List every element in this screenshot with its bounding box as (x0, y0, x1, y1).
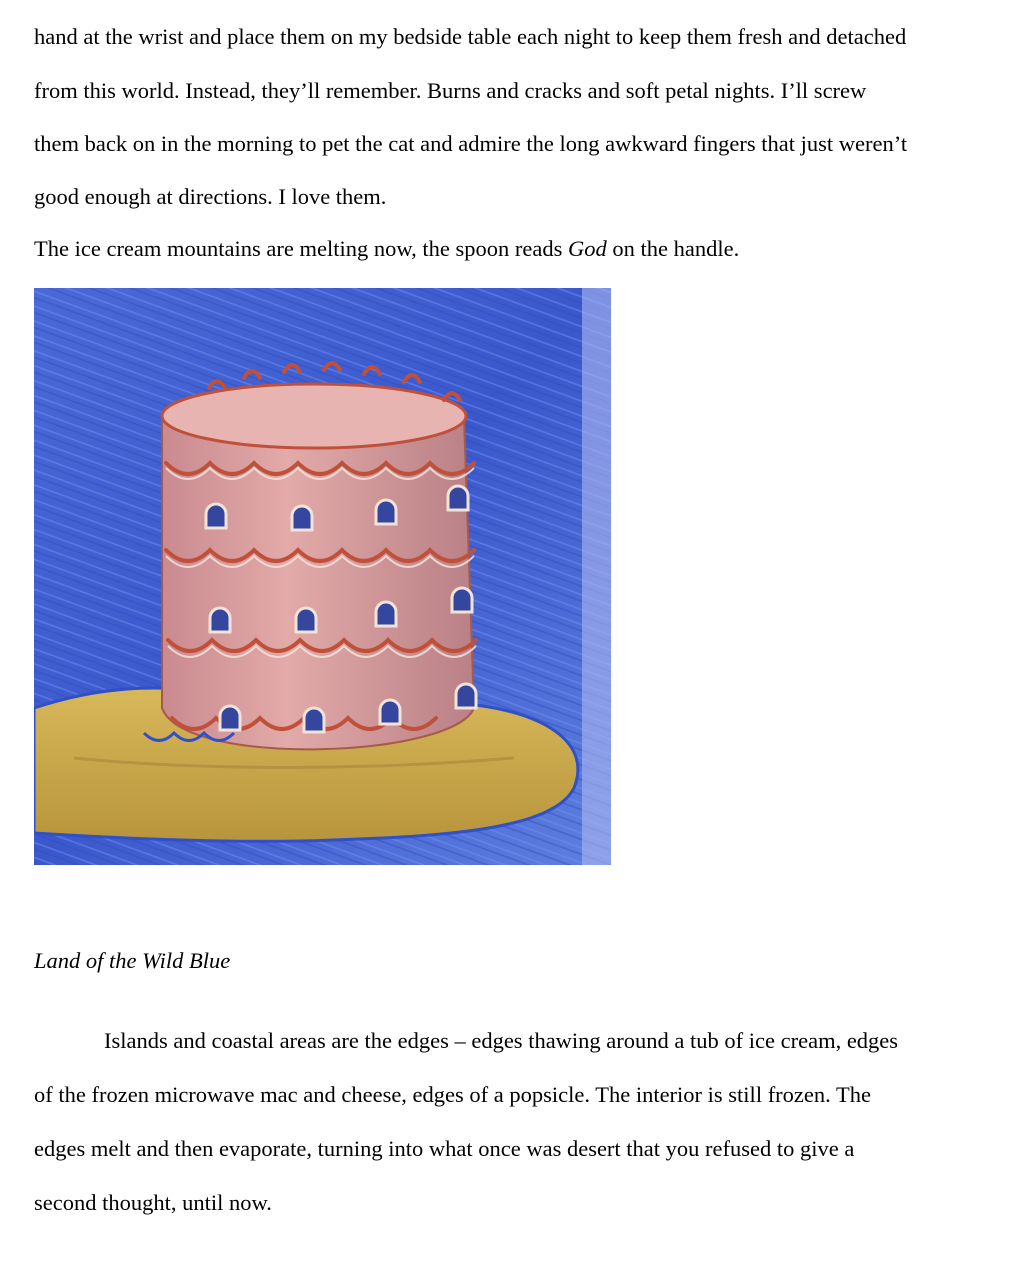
paragraph-line: edges melt and then evaporate, turning into what once was desert that you refused to give a (34, 1136, 855, 1161)
paragraph-line: second thought, until now. (34, 1190, 272, 1215)
section-title: Land of the Wild Blue (34, 948, 231, 973)
ice-cream-text-end: on the handle. (606, 236, 740, 261)
paragraph-line: of the frozen microwave mac and cheese, edges of a popsicle. The interior is still frozen. The (34, 1082, 871, 1107)
ice-cream-line (34, 236, 739, 262)
spoon-word: God (568, 236, 607, 261)
paragraph-line: good enough at directions. I love them. (34, 184, 387, 209)
cake-body (162, 399, 474, 749)
paragraph-line: hand at the wrist and place them on my bedside table each night to keep them fresh and detached (34, 24, 907, 49)
ice-cream-text: The ice cream mountains are melting now, the spoon reads (34, 236, 568, 261)
paragraph-line: them back on in the morning to pet the cat and admire the long awkward fingers that just weren’t (34, 131, 908, 156)
cake-painting (34, 288, 611, 865)
paragraph-line: Islands and coastal areas are the edges – edges thawing around a tub of ice cream, edges (104, 1028, 899, 1053)
paragraph-line: from this world. Instead, they’ll remember. Burns and cracks and soft petal nights. I’ll screw (34, 78, 867, 103)
